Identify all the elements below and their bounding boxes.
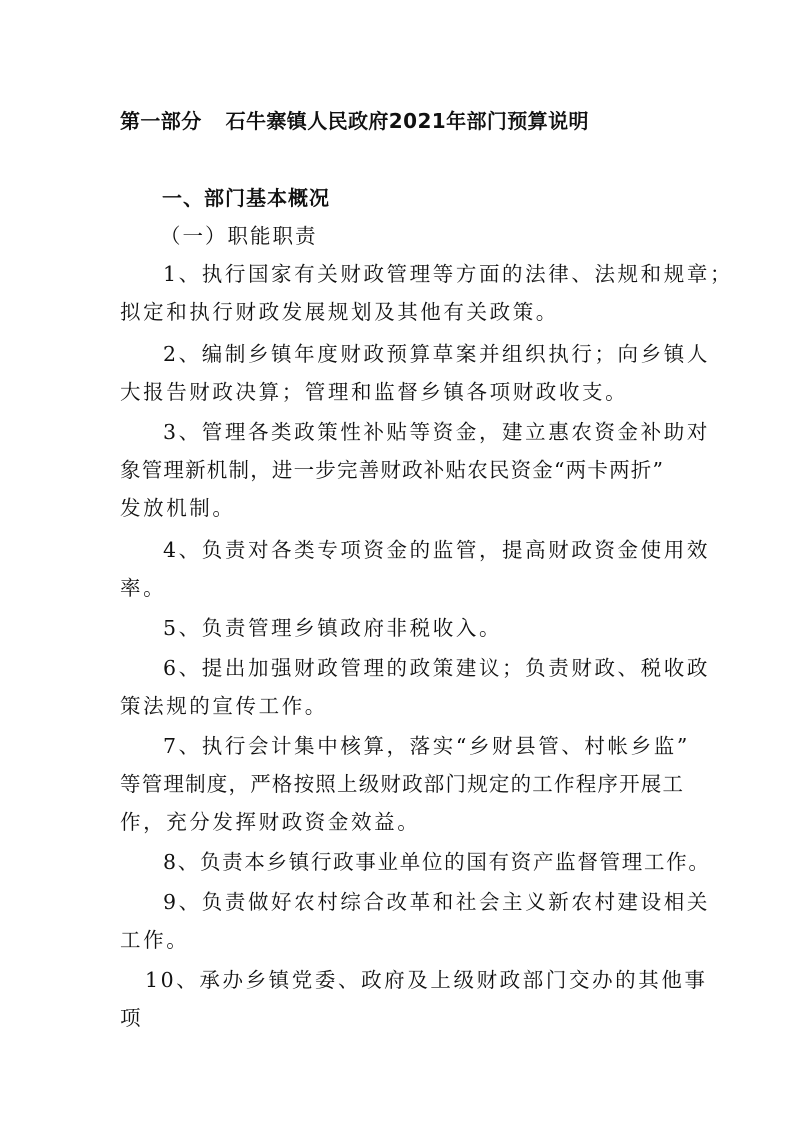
title-text: 石牛寨镇人民政府2021年部门预算说明 <box>225 109 589 133</box>
document-title <box>120 106 589 136</box>
paragraph-line: 大报告财政决算；管理和监督乡镇各项财政收支。 <box>120 380 629 404</box>
section-heading: 一、部门基本概况 <box>162 186 330 210</box>
paragraph-line: 1、执行国家有关财政管理等方面的法律、法规和规章； <box>163 262 734 286</box>
paragraph-line: 10、承办乡镇党委、政府及上级财政部门交办的其他事 <box>145 968 708 992</box>
paragraph-line: 9、负责做好农村综合改革和社会主义新农村建设相关 <box>163 890 710 914</box>
paragraph-line: 发放机制。 <box>120 496 236 520</box>
title-part: 第一部分 <box>120 109 202 133</box>
paragraph-line: 8、负责本乡镇行政事业单位的国有资产监督管理工作。 <box>163 850 711 874</box>
paragraph-line: 7、执行会计集中核算，落实“乡财县管、村帐乡监” <box>163 734 690 758</box>
subsection-heading: （一）职能职责 <box>160 224 318 248</box>
paragraph-line: 5、负责管理乡镇政府非税收入。 <box>163 616 503 640</box>
paragraph-line: 3、管理各类政策性补贴等资金，建立惠农资金补助对 <box>163 420 710 444</box>
paragraph-line: 工作。 <box>120 928 190 952</box>
paragraph-line: 项 <box>120 1006 144 1030</box>
paragraph-line: 象管理新机制，进一步完善财政补贴农民资金“两卡两折” <box>120 458 665 482</box>
paragraph-line: 6、提出加强财政管理的政策建议；负责财政、税收政 <box>163 656 710 680</box>
paragraph-line: 作，充分发挥财政资金效益。 <box>120 810 421 834</box>
paragraph-line: 等管理制度，严格按照上级财政部门规定的工作程序开展工 <box>120 772 685 796</box>
paragraph-line: 4、负责对各类专项资金的监管，提高财政资金使用效 <box>163 538 710 562</box>
paragraph-line: 策法规的宣传工作。 <box>120 694 328 718</box>
paragraph-line: 拟定和执行财政发展规划及其他有关政策。 <box>120 300 559 324</box>
paragraph-line: 率。 <box>120 576 167 600</box>
paragraph-line: 2、编制乡镇年度财政预算草案并组织执行；向乡镇人 <box>163 342 710 366</box>
